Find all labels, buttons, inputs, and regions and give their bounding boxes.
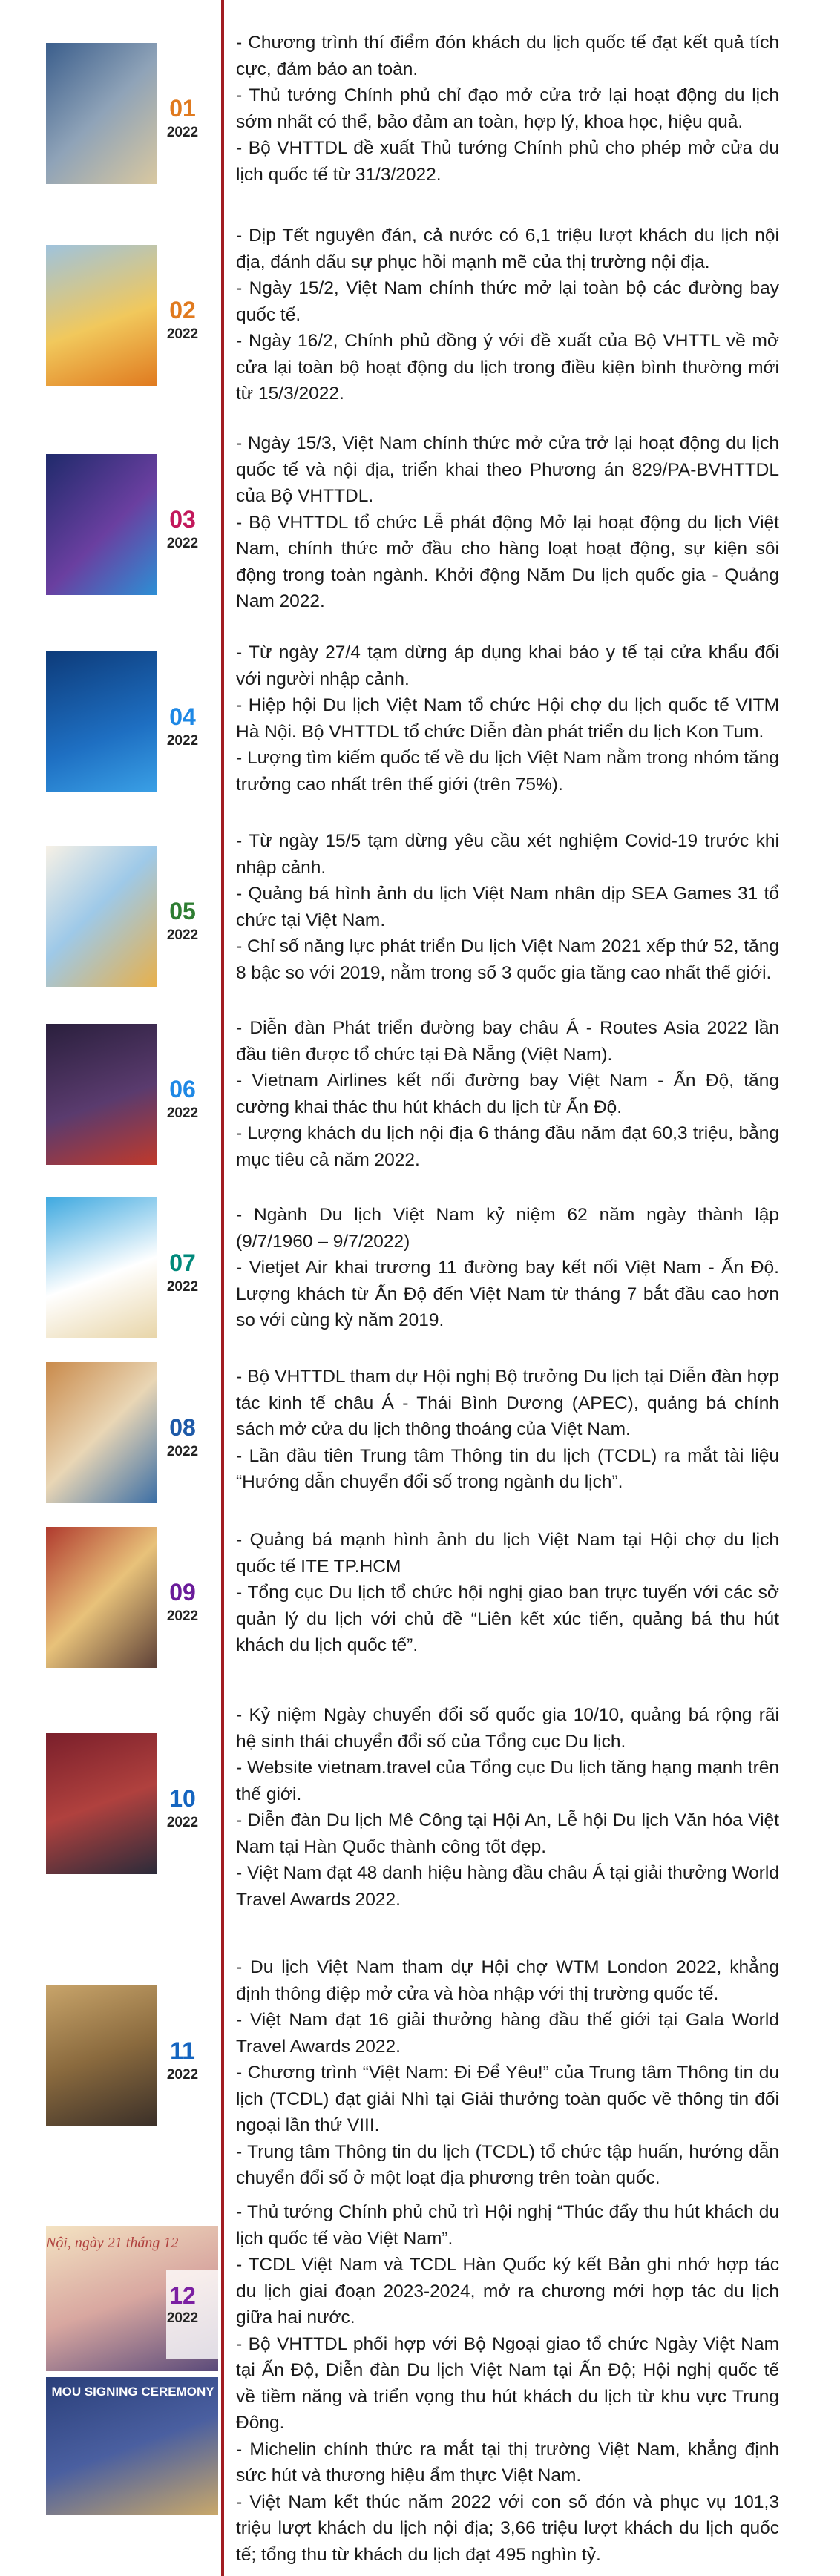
entry-line: - Việt Nam đạt 48 danh hiệu hàng đầu châu Á tại giải thưởng World Travel Awards 2022. xyxy=(236,1863,779,1910)
entry-line: - Thủ tướng Chính phủ chủ trì Hội nghị “Thúc đẩy thu hút khách du lịch quốc tế vào Việt Nam”. xyxy=(236,2202,779,2249)
entry-line: - Quảng bá mạnh hình ảnh du lịch Việt Nam tại Hội chợ du lịch quốc tế ITE TP.HCM xyxy=(236,1530,779,1577)
month-entry xyxy=(236,430,779,615)
entry-line: - Thủ tướng Chính phủ chỉ đạo mở cửa trở lại hoạt động du lịch sớm nhất có thể, bảo đảm an toàn, hợp lý, khoa học, hiệu quả. xyxy=(236,85,779,132)
event-photo xyxy=(46,1024,157,1165)
entry-line: - Lần đầu tiên Trung tâm Thông tin du lịch (TCDL) ra mắt tài liệu “Hướng dẫn chuyển đổi số trong ngành du lịch”. xyxy=(236,1445,779,1492)
month-number: 08 xyxy=(169,1414,196,1441)
month-thumbnail xyxy=(46,1362,218,1503)
month-entry xyxy=(236,1364,779,1496)
entry-line: - Hiệp hội Du lịch Việt Nam tổ chức Hội chợ du lịch quốc tế VITM Hà Nội. Bộ VHTTDL tổ chức Diễn đàn phát triển du lịch Kon Tum. xyxy=(236,695,779,742)
entry-line: - Bộ VHTTDL tham dự Hội nghị Bộ trưởng Du lịch tại Diễn đàn hợp tác kinh tế châu Á - Thái Bình Dương (APEC), quảng bá chính sách mở cửa du lịch thông thoáng của Việt Nam. xyxy=(236,1367,779,1439)
event-photo xyxy=(46,1985,157,2126)
entry-line: - Từ ngày 15/5 tạm dừng yêu cầu xét nghiệm Covid-19 trước khi nhập cảnh. xyxy=(236,831,779,878)
month-entry xyxy=(236,30,779,188)
entry-line: - TCDL Việt Nam và TCDL Hàn Quốc ký kết Bản ghi nhớ hợp tác du lịch giai đoạn 2023-2024, mở ra chương mới hợp tác du lịch giữa hai nước. xyxy=(236,2255,779,2327)
entry-line: - Dịp Tết nguyên đán, cả nước có 6,1 triệu lượt khách du lịch nội địa, đánh dấu sự phục hồi mạnh mẽ của thị trường nội địa. xyxy=(236,226,779,272)
year-label: 2022 xyxy=(166,536,199,551)
month-thumbnail xyxy=(46,1985,218,2126)
year-label: 2022 xyxy=(166,2067,199,2083)
entry-line: - Vietjet Air khai trương 11 đường bay kết nối Việt Nam - Ấn Độ. Lượng khách từ Ấn Độ đến Việt Nam từ tháng 7 bắt đầu cao hơn so với cùng kỳ năm 2019. xyxy=(236,1258,779,1330)
year-label: 2022 xyxy=(166,733,199,749)
year-label: 2022 xyxy=(166,1815,199,1830)
month-number: 10 xyxy=(169,1785,196,1812)
month-thumbnail xyxy=(46,1197,218,1338)
entry-line: - Bộ VHTTDL phối hợp với Bộ Ngoại giao tổ chức Ngày Việt Nam tại Ấn Độ, Diễn đàn Du lịch Việt Nam tại Ấn Độ; Hội nghị quốc tế về tiềm năng và triển vọng thu hút khách du lịch từ khu vực Trung Đông. xyxy=(236,2333,779,2433)
month-number: 03 xyxy=(169,506,196,533)
month-number: 05 xyxy=(169,898,196,924)
entry-line: - Chỉ số năng lực phát triển Du lịch Việt Nam 2021 xếp thứ 52, tăng 8 bậc so với 2019, nằm trong số 3 quốc gia tăng cao nhất thế giới. xyxy=(236,936,779,983)
year-label: 2022 xyxy=(166,927,199,943)
month-entry xyxy=(236,223,779,407)
month-entry xyxy=(236,1202,779,1334)
month-entry xyxy=(236,1527,779,1659)
month-thumbnail xyxy=(46,245,218,386)
month-thumbnail xyxy=(46,2226,218,2371)
month-entry xyxy=(236,640,779,798)
entry-line: - Chương trình “Việt Nam: Đi Để Yêu!” của Trung tâm Thông tin du lịch (TCDL) đạt giải Nhì tại Giải thưởng toàn quốc về thông tin đối ngoại lần thứ VIII. xyxy=(236,2063,779,2135)
month-number: 06 xyxy=(169,1076,196,1103)
year-label: 2022 xyxy=(166,326,199,342)
entry-line: - Website vietnam.travel của Tổng cục Du lịch tăng hạng mạnh trên thế giới. xyxy=(236,1758,779,1804)
year-label: 2022 xyxy=(166,1444,199,1459)
entry-line: - Quảng bá hình ảnh du lịch Việt Nam nhân dịp SEA Games 31 tổ chức tại Việt Nam. xyxy=(236,884,779,930)
month-entry xyxy=(236,1702,779,1913)
month-thumbnail xyxy=(46,1733,218,1874)
month-thumbnail xyxy=(46,1527,218,1668)
entry-line: - Bộ VHTTDL đề xuất Thủ tướng Chính phủ cho phép mở cửa du lịch quốc tế từ 31/3/2022. xyxy=(236,138,779,185)
event-photo xyxy=(46,43,157,184)
entry-line: - Vietnam Airlines kết nối đường bay Việt Nam - Ấn Độ, tăng cường khai thác thu hút khách du lịch từ Ấn Độ. xyxy=(236,1071,779,1117)
event-photo xyxy=(46,1733,157,1874)
entry-line: - Việt Nam đạt 16 giải thưởng hàng đầu thế giới tại Gala World Travel Awards 2022. xyxy=(236,2010,779,2057)
entry-line: - Ngành Du lịch Việt Nam kỷ niệm 62 năm ngày thành lập (9/7/1960 – 9/7/2022) xyxy=(236,1205,779,1252)
month-entry xyxy=(236,2199,779,2568)
month-entry xyxy=(236,828,779,986)
month-number: 01 xyxy=(169,95,196,122)
year-label: 2022 xyxy=(166,1609,199,1624)
year-label: 2022 xyxy=(166,2310,199,2326)
month-number: 11 xyxy=(170,2037,195,2064)
mou-ceremony-photo xyxy=(46,2377,218,2515)
event-photo xyxy=(46,651,157,792)
entry-line: - Tổng cục Du lịch tổ chức hội nghị giao ban trực tuyến với các sở quản lý du lịch với chủ đề “Liên kết xúc tiến, quảng bá thu hút khách du lịch quốc tế”. xyxy=(236,1583,779,1655)
entry-line: - Lượng khách du lịch nội địa 6 tháng đầu năm đạt 60,3 triệu, bằng mục tiêu cả năm 2022. xyxy=(236,1123,779,1170)
entry-line: - Diễn đàn Du lịch Mê Công tại Hội An, Lễ hội Du lịch Văn hóa Việt Nam tại Hàn Quốc thành công tốt đẹp. xyxy=(236,1810,779,1857)
event-photo xyxy=(46,1197,157,1338)
entry-line: - Việt Nam kết thúc năm 2022 với con số đón và phục vụ 101,3 triệu lượt khách du lịch nội địa; 3,66 triệu lượt khách du lịch quốc tế; tổng thu từ khách du lịch đạt 495 nghìn tỷ. xyxy=(236,2491,779,2565)
month-thumbnail xyxy=(46,651,218,792)
event-photo xyxy=(46,846,157,987)
month-thumbnail xyxy=(46,454,218,595)
entry-line: - Ngày 15/2, Việt Nam chính thức mở lại toàn bộ các đường bay quốc tế. xyxy=(236,278,779,325)
month-thumbnail xyxy=(46,1024,218,1165)
entry-line: - Kỷ niệm Ngày chuyển đổi số quốc gia 10/10, quảng bá rộng rãi hệ sinh thái chuyển đổi số của Tổng cục Du lịch. xyxy=(236,1705,779,1752)
year-label: 2022 xyxy=(166,125,199,140)
entry-line: - Michelin chính thức ra mắt tại thị trường Việt Nam, khẳng định sức hút và thương hiệu ẩm thực Việt Nam. xyxy=(236,2439,779,2485)
event-photo xyxy=(46,454,157,595)
month-number: 12 xyxy=(169,2282,196,2309)
entry-line: - Bộ VHTTDL tổ chức Lễ phát động Mở lại hoạt động du lịch Việt Nam, chính thức mở đầu cho hàng loạt hoạt động, sự kiện sôi động trong toàn ngành. Khởi động Năm Du lịch quốc gia - Quảng Nam 2022. xyxy=(236,512,779,611)
month-entry xyxy=(236,1015,779,1173)
entry-line: - Từ ngày 27/4 tạm dừng áp dụng khai báo y tế tại cửa khẩu đối với người nhập cảnh. xyxy=(236,643,779,689)
event-photo xyxy=(46,1362,157,1503)
month-number: 02 xyxy=(169,297,196,323)
year-label: 2022 xyxy=(166,1279,199,1295)
month-thumbnail xyxy=(46,43,218,184)
timeline-line xyxy=(221,0,224,2576)
entry-line: - Lượng tìm kiếm quốc tế về du lịch Việt Nam nằm trong nhóm tăng trưởng cao nhất trên thế giới (trên 75%). xyxy=(236,748,779,795)
photo-caption: Nội, ngày 21 tháng 12 xyxy=(46,2235,179,2251)
entry-line: - Trung tâm Thông tin du lịch (TCDL) tổ chức tập huấn, hướng dẫn chuyển đổi số ở một loạt địa phương trên toàn quốc. xyxy=(236,2141,779,2188)
entry-line: - Ngày 16/2, Chính phủ đồng ý với đề xuất của Bộ VHTTL về mở cửa lại toàn bộ hoạt động du lịch trong điều kiện bình thường mới từ 15/3/2022. xyxy=(236,331,779,404)
year-label: 2022 xyxy=(166,1105,199,1121)
event-photo xyxy=(46,245,157,386)
month-number: 04 xyxy=(169,703,196,730)
month-entry xyxy=(236,1954,779,2192)
month-number: 09 xyxy=(169,1579,196,1606)
banner-text: MOU SIGNING CEREMONY xyxy=(51,2385,214,2399)
month-thumbnail xyxy=(46,846,218,987)
month-number: 07 xyxy=(169,1249,196,1276)
entry-line: - Diễn đàn Phát triển đường bay châu Á - Routes Asia 2022 lần đầu tiên được tổ chức tại Đà Nẵng (Việt Nam). xyxy=(236,1018,779,1065)
entry-line: - Du lịch Việt Nam tham dự Hội chợ WTM London 2022, khẳng định thông điệp mở cửa và hòa nhập với thị trường quốc tế. xyxy=(236,1957,779,2004)
event-photo xyxy=(46,1527,157,1668)
entry-line: - Ngày 15/3, Việt Nam chính thức mở cửa trở lại hoạt động du lịch quốc tế và nội địa, triển khai theo Phương án 829/PA-BVHTTDL của Bộ VHTTDL. xyxy=(236,433,779,506)
entry-line: - Chương trình thí điểm đón khách du lịch quốc tế đạt kết quả tích cực, đảm bảo an toàn. xyxy=(236,33,779,79)
